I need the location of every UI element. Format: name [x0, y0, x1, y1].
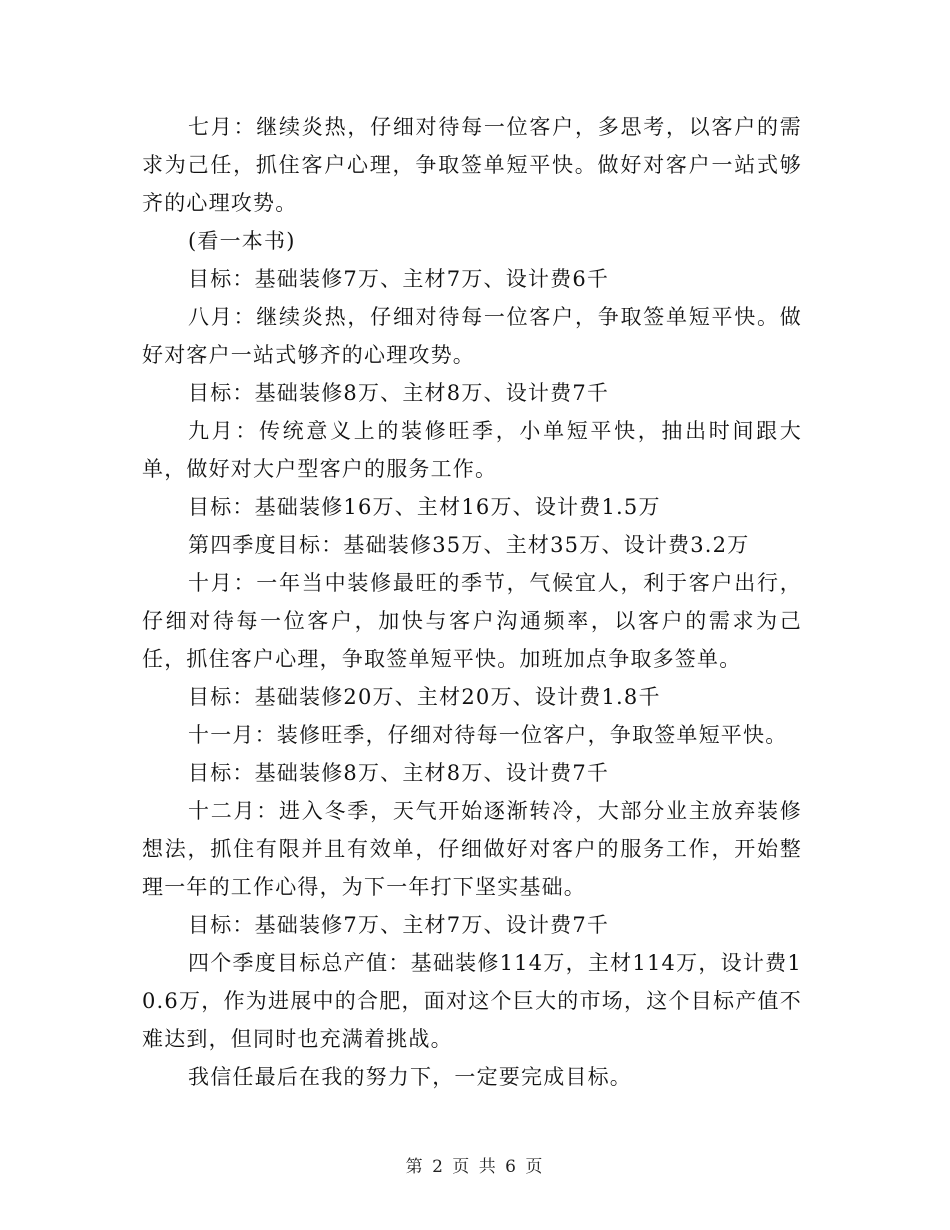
- paragraph-annual-total: 四个季度目标总产值：基础装修114万，主材114万，设计费10.6万，作为进展中的合肥，面对这个巨大的市场，这个目标产值不难达到，但同时也充满着挑战。: [142, 951, 802, 1051]
- paragraph-august-target: 目标：基础装修8万、主材8万、设计费7千: [188, 381, 610, 405]
- paragraph-july: 七月：继续炎热，仔细对待每一位客户，多思考，以客户的需求为己任，抓住客户心理，争取签单短平快。做好对客户一站式够齐的心理攻势。: [142, 115, 802, 215]
- paragraph-august: 八月：继续炎热，仔细对待每一位客户，争取签单短平快。做好对客户一站式够齐的心理攻势。: [142, 305, 802, 367]
- paragraph-november-target: 目标：基础装修8万、主材8万、设计费7千: [188, 761, 610, 785]
- paragraph-november: 十一月：装修旺季，仔细对待每一位客户，争取签单短平快。: [188, 723, 788, 747]
- paragraph-read-a-book: (看一本书): [188, 229, 296, 253]
- paragraph-october: 十月：一年当中装修最旺的季节，气候宜人，利于客户出行，仔细对待每一位客户，加快与客户沟通频率，以客户的需求为己任，抓住客户心理，争取签单短平快。加班加点争取多签单。: [142, 571, 802, 671]
- paragraph-december: 十二月：进入冬季，天气开始逐渐转冷，大部分业主放弃装修想法，抓住有限并且有效单，仔细做好对客户的服务工作，开始整理一年的工作心得，为下一年打下坚实基础。: [142, 799, 802, 899]
- paragraph-october-target: 目标：基础装修20万、主材20万、设计费1.8千: [188, 685, 661, 709]
- page-number-footer: 第 2 页 共 6 页: [405, 1157, 545, 1177]
- paragraph-december-target: 目标：基础装修7万、主材7万、设计费7千: [188, 913, 610, 937]
- paragraph-q4-target: 第四季度目标：基础装修35万、主材35万、设计费3.2万: [188, 533, 750, 557]
- document-body: [142, 108, 802, 1096]
- paragraph-july-target: 目标：基础装修7万、主材7万、设计费6千: [188, 267, 610, 291]
- paragraph-september-target: 目标：基础装修16万、主材16万、设计费1.5万: [188, 495, 661, 519]
- paragraph-september: 九月：传统意义上的装修旺季，小单短平快，抽出时间跟大单，做好对大户型客户的服务工作。: [142, 419, 802, 481]
- paragraph-closing: 我信任最后在我的努力下，一定要完成目标。: [188, 1065, 632, 1089]
